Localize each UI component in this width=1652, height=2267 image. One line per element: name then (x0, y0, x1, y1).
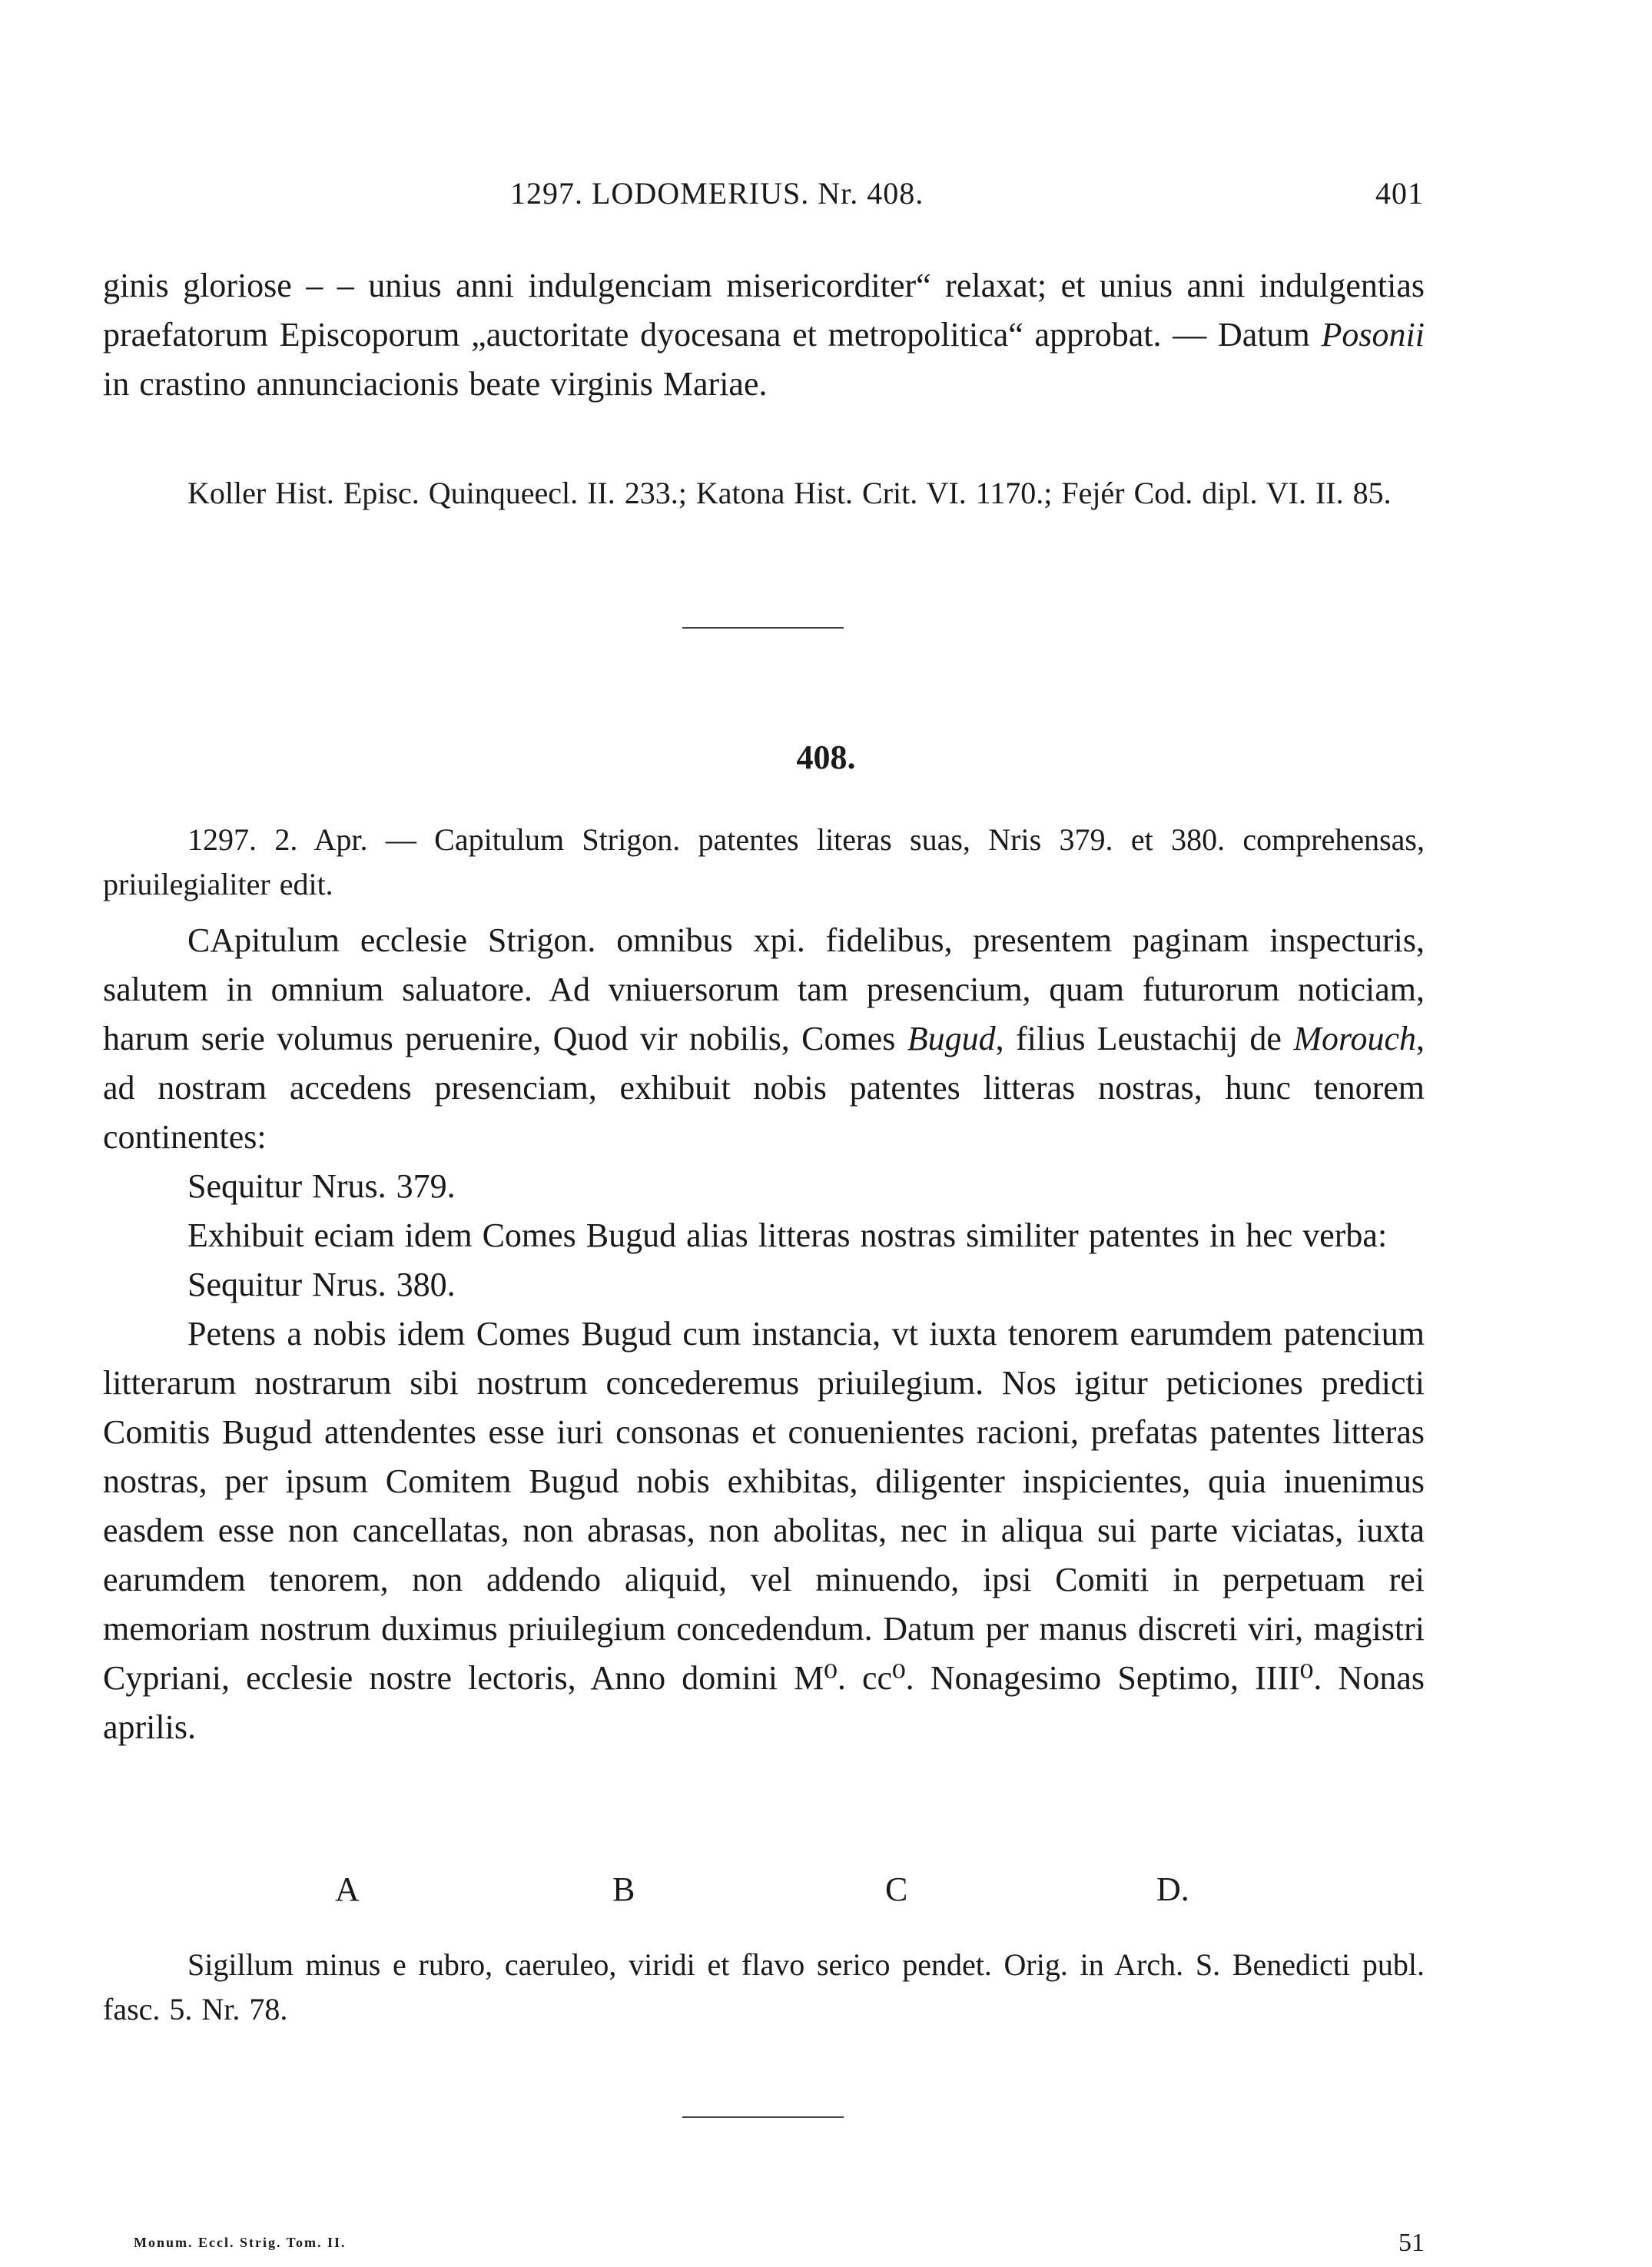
intro-source-text: Koller Hist. Episc. Quinqueecl. II. 233.; Katona Hist. Crit. VI. 1170.; Fejér Cod. dipl. VI. II. 85. (187, 476, 1392, 510)
chirograph-letter-a: A (335, 1870, 360, 1908)
charter-opening (103, 916, 1425, 1162)
charter-opening-3: , ad nostram accedens presenciam, exhibuit nobis patentes litteras nostras, hunc tenorem continentes: (103, 1020, 1425, 1156)
sequitur-379: Sequitur Nrus. 379. (187, 1167, 456, 1205)
seal-note (103, 1943, 1425, 2032)
section-divider-top (682, 627, 844, 629)
person-name-bugud: Bugud (907, 1020, 996, 1057)
regest-text: 1297. 2. Apr. — Capitulum Strigon. patentes literas suas, Nris 379. et 380. comprehensas, priuilegialiter edit. (103, 822, 1425, 901)
intro-text-2: in crastino annunciacionis beate virginis Mariae. (103, 365, 768, 403)
seal-note-text: Sigillum minus e rubro, caeruleo, viridi et flavo serico pendet. Orig. in Arch. S. Benedicti publ. fasc. 5. Nr. 78. (103, 1947, 1425, 2026)
charter-exhibit: Exhibuit eciam idem Comes Bugud alias litteras nostras similiter patentes in hec verba: (187, 1216, 1388, 1254)
chirograph-letter-b: B (612, 1870, 635, 1908)
document-number: 408. (796, 739, 856, 776)
charter-closing: Petens a nobis idem Comes Bugud cum instancia, vt iuxta tenorem earumdem patencium litterarum nostrarum sibi nostrum concederemus priuilegium. Nos igitur peticiones predicti Comitis Bugud attendentes esse iuri consonas et conuenientes racioni, prefatas patentes litteras nostras, per ipsum Comitem Bugud nobis exhibitas, diligenter inspicientes, quia inuenimus easdem esse non cancellatas, non abrasas, non abolitas, nec in aliqua sui parte viciatas, iuxta earumdem tenorem, non addendo aliquid, vel minuendo, ipsi Comiti in perpetuam rei memoriam nostrum duximus priuilegium concedendum. Datum per manus discreti viri, magistri Cypriani, ecclesie nostre lectoris, Anno domini M⁰. cc⁰. Nonagesimo Septimo, IIII⁰. Nonas aprilis. (103, 1315, 1425, 1746)
place-name-posonii: Posonii (1321, 316, 1425, 353)
regest (103, 818, 1425, 907)
signature-mark: Monum. Eccl. Strig. Tom. II. (134, 2235, 347, 2250)
section-divider-bottom (682, 2116, 844, 2118)
chirograph-letter-d: D. (1156, 1870, 1189, 1908)
place-name-morouch: Morouch (1293, 1020, 1416, 1057)
intro-source (103, 471, 1425, 516)
running-header (0, 175, 1652, 221)
intro-paragraph (103, 261, 1425, 409)
charter-opening-1: CApitulum ecclesie Strigon. omnibus xpi. fidelibus, presentem paginam inspecturis, salutem in omnium saluatore. Ad vniuersorum tam presencium, quam futurorum noticiam, harum serie volumus peruenire, Quod vir nobilis, Comes (103, 921, 1425, 1057)
page-number: 401 (1375, 176, 1424, 211)
sequitur-380: Sequitur Nrus. 380. (187, 1266, 456, 1303)
chirograph-letters (0, 1870, 1652, 1916)
header-title: 1297. LODOMERIUS. Nr. 408. (510, 176, 924, 211)
charter-text (103, 916, 1425, 1752)
page-footer (103, 2229, 1425, 2259)
sheet-number: 51 (1398, 2229, 1425, 2257)
charter-opening-2: , filius Leustachij de (995, 1020, 1294, 1057)
chirograph-letter-c: C (885, 1870, 908, 1908)
intro-text-1: ginis gloriose – – unius anni indulgenciam misericorditer“ relaxat; et unius anni indulgentias praefatorum Episcoporum „auctoritate dyocesana et metropolitica“ approbat. — Datum (103, 267, 1425, 353)
